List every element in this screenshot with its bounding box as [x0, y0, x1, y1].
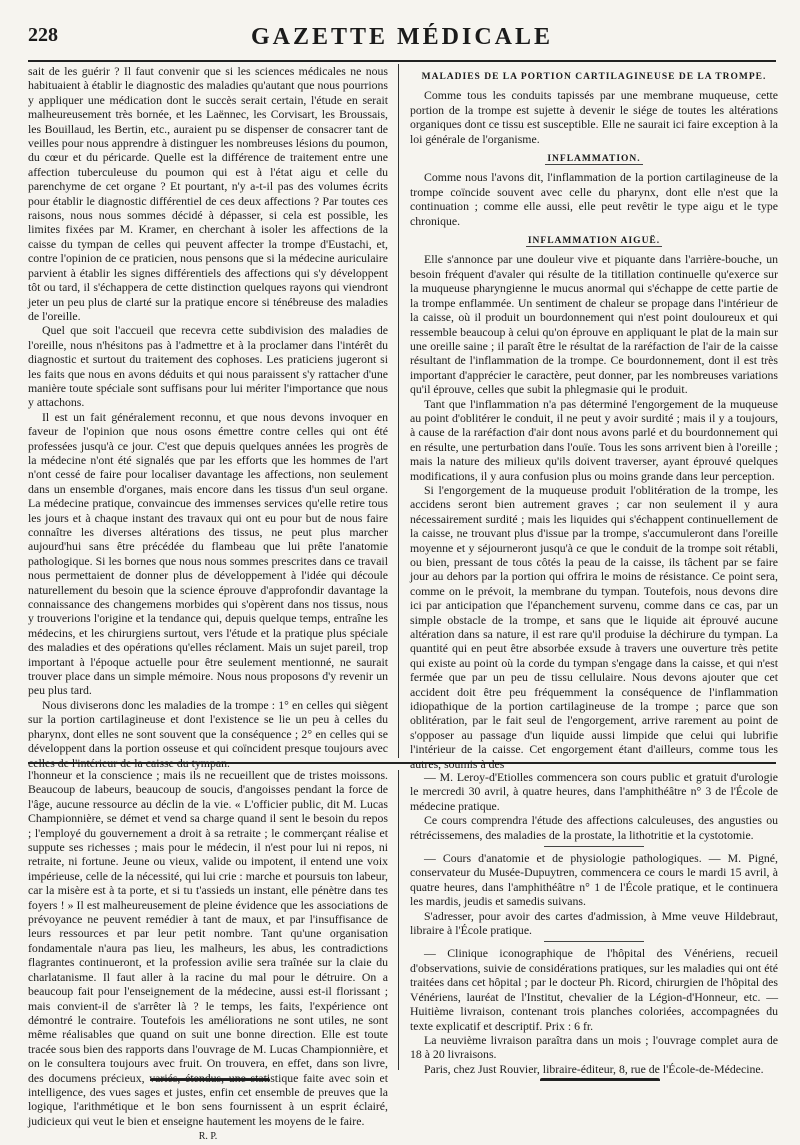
- left-column-bottom: [28, 768, 388, 1143]
- paragraph: Nous diviserons donc les maladies de la trompe : 1° en celles qui siègent sur la portion cartilagineuse et dont l'existence se lie un peu à celles du pharynx, dont elles ne sont souvent que la conséquence ; 2° en celles qui se développent dans la portion osseuse et qui coïncident presque toujours avec celles de l'intérieur de la caisse du tympan.: [28, 697, 388, 770]
- paragraph: Comme tous les conduits tapissés par une membrane muqueuse, cette portion de la trompe est sujette à devenir le siége de toutes les altérations organiques dont ce tissu est susceptible. Elle ne saurait ici faire exception à la loi générale de l'organisme.: [410, 88, 778, 146]
- page-header: [28, 14, 776, 54]
- subsection-title-text: INFLAMMATION.: [547, 154, 641, 165]
- paragraph: Elle s'annonce par une douleur vive et piquante dans l'arrière-bouche, un besoin fréquent d'avaler qui résulte de la titillation continuelle qu'exerce sur la muqueuse pharyngienne le mucus anormal qui s'échappe de cette partie de la trompe enflammée. Un sentiment de chaleur se propage dans l'intérieur de la caisse, où il produit un bourdonnement qui n'est point douloureux et qui ressemble beaucoup à celui qu'on éprouve en appliquant le plat de la main sur une oreille saine ; il paraît être le résultat de la raréfaction de l'air de la caisse résultant de l'inflammation de la trompe. Ce bourdonnement, dont il est très important d'apprécier le caractère, peut donner, par les nombreuses variations qu'il éprouve, celles que subit la phlegmasie qui le produit.: [410, 252, 778, 397]
- notice-paragraph: Paris, chez Just Rouvier, libraire-éditeur, 8, rue de l'École-de-Médecine.: [424, 1061, 764, 1076]
- paragraph: l'honneur et la conscience ; mais ils ne recueillent que de tristes moissons. Beaucoup de labeurs, beaucoup de soucis, d'angoisses pendant la force de l'âge, aucune ressource au déclin de la vie. « L'officier public, dit M. Lucas Championnière, se démet et vend sa charge quand il sent le besoin du repos ; l'employé du gouvernement a droit à sa retraite ; le commerçant réalise et suppute ses richesses ; mais pour le médecin, il n'est pour lui ni repos, ni retraite, ni fortune. Jeune ou vieux, valide ou impotent, il entend une voix impérieuse, celle de la nécessité, qui lui crie : marche et poursuis ton labeur, car la misère est à ta porte, et si tu t'assieds un instant, elle pénètre dans tes foyers ! » Il est malheureusement de pleine évidence que les associations de prévoyance ne peuvent remédier à tant de maux, et par l'insuffisance de leurs ressources et par leur petit nombre. Tant qu'une organisation fondamentale n'aura pas lieu, les malheurs, les abus, les contradictions flagrantes continueront, et la profession avilie sera traînée sur la claie du charlatanisme. Il faut aller à la racine du mal pour le détruire. On a beaucoup fait pour l'enseignement de la médecine, aussi est-il florissant ; mais convient-il de s'arrêter là ? le temps, les faits, l'expérience ont démontré le contraire. Toutefois les améliorations ne sont utiles, ne sont même réalisables que quand on suit une bonne direction. Elle est toute tracée sous bien des rapports dans l'ouvrage de M. Lucas Championnière, et on le consultera toujours avec fruit. On trouvera, en effet, dans son livre, des documens précieux, variés, étendus, une statistique faite avec soin et intelligence, des vues sages et justes, enfin cet ensemble de preuves que la logique, l'arithmétique et le bon sens fournissent à un esprit éclairé, judicieux qui veut le bien et enseigne hautement les moyens de le faire.: [28, 768, 388, 1128]
- notice-paragraph: — Clinique iconographique de l'hôpital des Vénériens, recueil d'observations, suivie de considérations pratiques, sur les maladies qui ont été traitées dans cet hôpital ; par le docteur Ph. Ricord, chirurgien de l'hôpital des Vénériens, lauréat de l'Institut, chevalier de la Légion-d'Honneur, etc. — Huitième livraison, contenant trois planches coloriées, accompagnées du texte explicatif et descriptif. Prix : 6 fr.: [410, 946, 778, 1033]
- left-column-top: [28, 64, 388, 770]
- notice-paragraph: — M. Leroy-d'Etiolles commencera son cours public et gratuit d'urologie le mercredi 30 avril, à quatre heures, dans l'amphithéâtre n° 3 de l'École de médecine pratique.: [410, 770, 778, 813]
- notice-paragraph: Ce cours comprendra l'étude des affections calculeuses, des angusties ou rétrécissemens, des maladies de la prostate, la lithotritie et la cystotomie.: [410, 813, 778, 842]
- header-rule: [28, 60, 776, 62]
- subsection-title: [410, 152, 778, 166]
- paragraph: Quel que soit l'accueil que recevra cette subdivision des maladies de l'oreille, nous n'hésitons pas à l'admettre et à la proclamer dans l'intérêt du diagnostic et surtout du traitement des cophoses. Les praticiens jugeront si les faits que nous en avons déduits et qui nous paraissent s'y rattacher d'une manière toute spéciale sont suffisans pour lui mériter l'importance que nous y attachons.: [28, 323, 388, 410]
- paragraph: sait de les guérir ? Il faut convenir que si les sciences médicales ne nous habituaient à établir le diagnostic des maladies qu'autant que nous pourrions y appliquer une médication dont le succès serait certain, l'étude en serait malheureusement très bornée, et les Laënnec, les Corvisart, les Broussais, les Bouillaud, les Bertin, etc., auraient pu se dispenser de consacrer tant de veilles pour nous apprendre à distinguer les nombreuses lésions du poumon, du cœur et du péricarde. Quelle est la différence de traitement entre une affection tuberculeuse du poumon qui est à l'état aigu et celle du parenchyme de cet organe ? Et pourtant, n'y a-t-il pas des volumes écrits pour établir le diagnostic différentiel de ces deux affections ? Par toutes ces raisons, nous nous sommes décidé à dépasser, si cela est possible, les limites fixées par M. Kramer, en cherchant à isoler les affections de la caisse du tympan de celles qui peuvent affecter la trompe d'Eustachi, et, contre l'opinion de ce praticien, nous pensons que si la médecine auriculaire parvient à établir les signes différentiels des affections qui s'y développent tôt ou tard, il s'échappera de cette distinction quelques rayons qui viendront jeter un peu plus de clarté sur la pratique encore si ténébreuse des maladies de l'oreille.: [28, 64, 388, 323]
- column-divider-top: [398, 64, 399, 758]
- notice-paragraph: S'adresser, pour avoir des cartes d'admission, à Mme veuve Hildebraut, libraire à l'École pratique.: [410, 908, 778, 938]
- paragraph: Si l'engorgement de la muqueuse produit l'oblitération de la trompe, les accidens seront bien autrement graves ; car non seulement il y aura nécessairement surdité ; mais les liquides qui s'échappent continuellement de la caisse, ne trouvant plus d'issue par la trompe, s'accumuleront dans l'oreille moyenne et y séjourneront jusqu'à ce que le conduit de la trompe soit rétabli, ou bien, pressant de tous côtés la peau de la caisse, ils tâchent par se faire jour au dehors par la portion qui offrira le moins de résistance. Ce point sera, comme on le prévoit, la membrane du tympan. Toutefois, nous devons dire ici par anticipation que l'épanchement survenu, comme dans ce cas, par un simple obstacle de la trompe, et sans que le liquide ait éprouvé aucune altération dans sa nature, il est rare qu'il produise la déchirure du tympan. La quantité qui en peut être absorbée exsude à travers une ouverture très petite qui existe au point où la corde du tympan s'engage dans la caisse, et qui n'est fermée que par un peu de tissu cellulaire. Nous devons ajouter que cet accident doit être peu fréquemment la conséquence de l'inflammation idiopathique de la portion cartilagineuse de la trompe ; parce que son oblitération, par le fait seul de l'engorgement, arrive rarement au point de s'opposer au passage d'un liquide aussi limpide que celui qui lubrifie l'intérieur de la caisse. Cet engorgement étant d'ailleurs, comme tous les autres, soumis à des: [410, 482, 778, 771]
- subsection-title-text: INFLAMMATION AIGUË.: [527, 236, 661, 247]
- section-rule: [28, 762, 776, 764]
- right-column-top: [410, 64, 778, 771]
- notice-paragraph: La neuvième livraison paraîtra dans un mois ; l'ouvrage complet aura de 18 à 20 livraisons.: [410, 1032, 778, 1062]
- footer-ornament: [540, 1078, 660, 1089]
- column-divider-bottom: [398, 770, 399, 1070]
- section-title: MALADIES DE LA PORTION CARTILAGINEUSE DE LA TROMPE.: [421, 72, 767, 82]
- subsection-title: [410, 234, 778, 248]
- separator: [544, 846, 644, 847]
- right-column-bottom: [410, 770, 778, 1076]
- separator: [544, 941, 644, 942]
- paragraph: Tant que l'inflammation n'a pas déterminé l'engorgement de la muqueuse au point d'oblitérer le conduit, il ne peut y avoir surdité ; mais il y a toujours, à cause de la raréfaction d'air dont nous avons parlé et du bourdonnement qui en résulte, une perturbation dans l'ouïe. Tous les sons arrivent bien à l'oreille ; mais la nature des milieux qu'ils doivent traverser, ayant éprouvé quelques modifications, il y aura confusion plus ou moins grande dans leur perception.: [410, 396, 778, 483]
- signature: R. P.: [198, 1131, 218, 1143]
- paragraph: Il est un fait généralement reconnu, et que nous devons invoquer en faveur de l'opinion que nous osons émettre contre celles qui ont été professées jusqu'à ce jour. C'est que depuis quelques années les progrès de la médecine n'ont été signalés que par les efforts que les hommes de l'art n'ont cessé de faire pour localiser davantage les affections, non seulement dans un ensemble d'organes, mais encore dans les tissus d'un seul organe. La médecine pratique, convaincue des immenses services qu'elle retire tous les jours et à chaque instant des travaux qui ont eu pour but de nous faire connaître les diverses altérations des tissus, ne peut plus marcher aujourd'hui sans être précédée du flambeau que lui prête l'anatomie pathologique. Si les bornes que nous nous sommes prescrites dans ce travail nous permettaient de donner plus de développement à l'idée qui découle naturellement du besoin que la science éprouve d'approfondir davantage la connaissance des changemens morbides qui s'opèrent dans nos tissus, nous y trouverions l'origine et la tendance qui, depuis quelque temps, entraîne les médecins, et les chirurgiens surtout, vers l'étude et la pratique plus spéciale des maladies et des opérations qu'elles réclament. Mais un sujet pareil, trop important à l'époque actuelle pour être seulement mentionné, ne saurait trouver place dans un simple mémoire. Nous nous proposons d'y revenir un peu plus tard.: [28, 409, 388, 698]
- page-number: 228: [28, 24, 58, 46]
- notice-paragraph: — Cours d'anatomie et de physiologie pathologiques. — M. Pigné, conservateur du Musée-Dupuytren, commencera ce cours le mardi 15 avril, à quatre heures, dans l'amphithéâtre n° 1 de l'École pratique, et le continuera les mardis, jeudis et samedis suivans.: [410, 851, 778, 909]
- paragraph: Comme nous l'avons dit, l'inflammation de la portion cartilagineuse de la trompe coïncide souvent avec celle du pharynx, dont elle n'est que la continuation ; comme elle aussi, elle peut revêtir le type aigu et le type chronique.: [410, 170, 778, 228]
- footer-ornament: [150, 1078, 270, 1089]
- journal-title: GAZETTE MÉDICALE: [250, 24, 554, 50]
